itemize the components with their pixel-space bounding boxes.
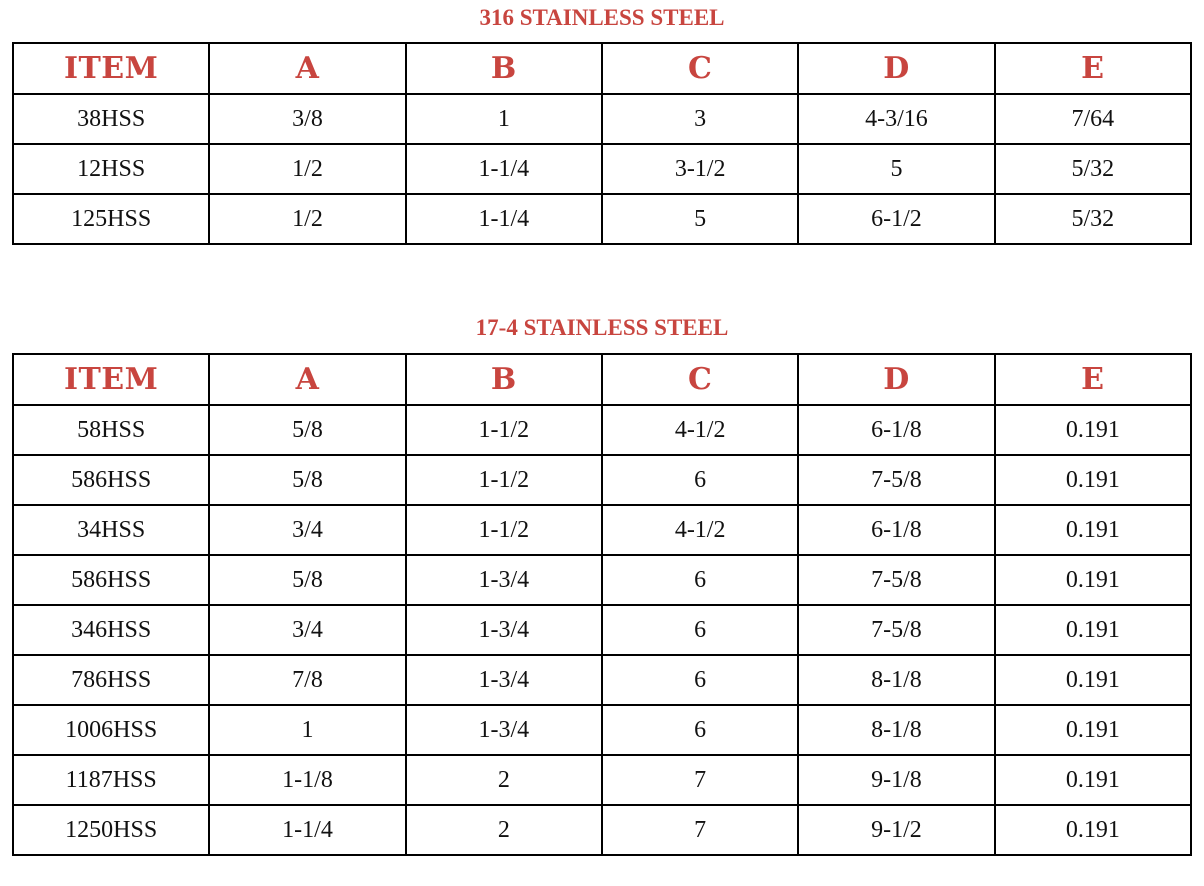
spec-table-17-4-stainless (12, 353, 1192, 856)
cell-c: 6 (602, 705, 798, 755)
cell-b: 1 (406, 94, 602, 144)
cell-c: 3 (602, 94, 798, 144)
cell-a: 1/2 (209, 194, 405, 244)
cell-item: 346HSS (13, 605, 209, 655)
column-header-a: A (209, 43, 405, 94)
cell-b: 1-1/4 (406, 144, 602, 194)
cell-b: 1-1/2 (406, 455, 602, 505)
cell-d: 7-5/8 (798, 555, 994, 605)
cell-a: 3/4 (209, 505, 405, 555)
cell-item: 38HSS (13, 94, 209, 144)
cell-item: 1006HSS (13, 705, 209, 755)
cell-item: 58HSS (13, 405, 209, 455)
cell-a: 1-1/8 (209, 755, 405, 805)
cell-a: 5/8 (209, 405, 405, 455)
table-body (13, 405, 1191, 855)
cell-c: 7 (602, 805, 798, 855)
cell-b: 1-1/2 (406, 405, 602, 455)
column-header-c: C (602, 354, 798, 405)
cell-e: 0.191 (995, 605, 1191, 655)
cell-d: 9-1/8 (798, 755, 994, 805)
cell-b: 1-1/2 (406, 505, 602, 555)
cell-item: 12HSS (13, 144, 209, 194)
table-title-316: 316 STAINLESS STEEL (479, 5, 725, 30)
cell-e: 5/32 (995, 144, 1191, 194)
cell-item: 586HSS (13, 455, 209, 505)
table-body (13, 94, 1191, 244)
column-header-item: ITEM (13, 43, 209, 94)
cell-d: 6-1/8 (798, 505, 994, 555)
cell-a: 5/8 (209, 555, 405, 605)
cell-b: 1-3/4 (406, 655, 602, 705)
cell-c: 6 (602, 555, 798, 605)
column-header-e: E (995, 43, 1191, 94)
cell-a: 1 (209, 705, 405, 755)
cell-e: 0.191 (995, 405, 1191, 455)
cell-c: 3-1/2 (602, 144, 798, 194)
cell-c: 6 (602, 455, 798, 505)
cell-d: 5 (798, 144, 994, 194)
cell-item: 1187HSS (13, 755, 209, 805)
cell-e: 0.191 (995, 555, 1191, 605)
cell-b: 2 (406, 805, 602, 855)
cell-b: 1-3/4 (406, 555, 602, 605)
cell-c: 4-1/2 (602, 505, 798, 555)
cell-d: 8-1/8 (798, 705, 994, 755)
cell-e: 7/64 (995, 94, 1191, 144)
cell-d: 7-5/8 (798, 605, 994, 655)
column-header-item: ITEM (13, 354, 209, 405)
table-row (13, 194, 1191, 244)
column-header-c: C (602, 43, 798, 94)
cell-c: 5 (602, 194, 798, 244)
table-row (13, 705, 1191, 755)
table-row (13, 455, 1191, 505)
cell-d: 4-3/16 (798, 94, 994, 144)
cell-item: 125HSS (13, 194, 209, 244)
table-header (13, 354, 1191, 405)
cell-a: 1/2 (209, 144, 405, 194)
cell-item: 1250HSS (13, 805, 209, 855)
cell-c: 4-1/2 (602, 405, 798, 455)
header-row (13, 43, 1191, 94)
cell-b: 1-1/4 (406, 194, 602, 244)
cell-item: 586HSS (13, 555, 209, 605)
cell-e: 0.191 (995, 455, 1191, 505)
spec-table-316-stainless (12, 42, 1192, 245)
cell-b: 1-3/4 (406, 605, 602, 655)
table-row (13, 555, 1191, 605)
table-row (13, 505, 1191, 555)
column-header-d: D (798, 354, 994, 405)
cell-a: 3/4 (209, 605, 405, 655)
column-header-b: B (406, 43, 602, 94)
column-header-e: E (995, 354, 1191, 405)
cell-a: 3/8 (209, 94, 405, 144)
table-row (13, 605, 1191, 655)
table-row (13, 805, 1191, 855)
cell-d: 6-1/8 (798, 405, 994, 455)
cell-e: 0.191 (995, 655, 1191, 705)
table-header (13, 43, 1191, 94)
cell-item: 34HSS (13, 505, 209, 555)
cell-b: 2 (406, 755, 602, 805)
cell-a: 1-1/4 (209, 805, 405, 855)
cell-d: 6-1/2 (798, 194, 994, 244)
cell-a: 7/8 (209, 655, 405, 705)
column-header-b: B (406, 354, 602, 405)
table-title-17-4: 17-4 STAINLESS STEEL (475, 315, 729, 340)
cell-e: 0.191 (995, 505, 1191, 555)
column-header-d: D (798, 43, 994, 94)
table-row (13, 144, 1191, 194)
cell-e: 5/32 (995, 194, 1191, 244)
cell-d: 7-5/8 (798, 455, 994, 505)
cell-e: 0.191 (995, 755, 1191, 805)
cell-c: 6 (602, 605, 798, 655)
cell-e: 0.191 (995, 705, 1191, 755)
cell-b: 1-3/4 (406, 705, 602, 755)
cell-d: 8-1/8 (798, 655, 994, 705)
cell-a: 5/8 (209, 455, 405, 505)
table-row (13, 655, 1191, 705)
cell-e: 0.191 (995, 805, 1191, 855)
table-row (13, 94, 1191, 144)
table-row (13, 405, 1191, 455)
cell-c: 6 (602, 655, 798, 705)
cell-c: 7 (602, 755, 798, 805)
cell-item: 786HSS (13, 655, 209, 705)
header-row (13, 354, 1191, 405)
column-header-a: A (209, 354, 405, 405)
table-row (13, 755, 1191, 805)
cell-d: 9-1/2 (798, 805, 994, 855)
